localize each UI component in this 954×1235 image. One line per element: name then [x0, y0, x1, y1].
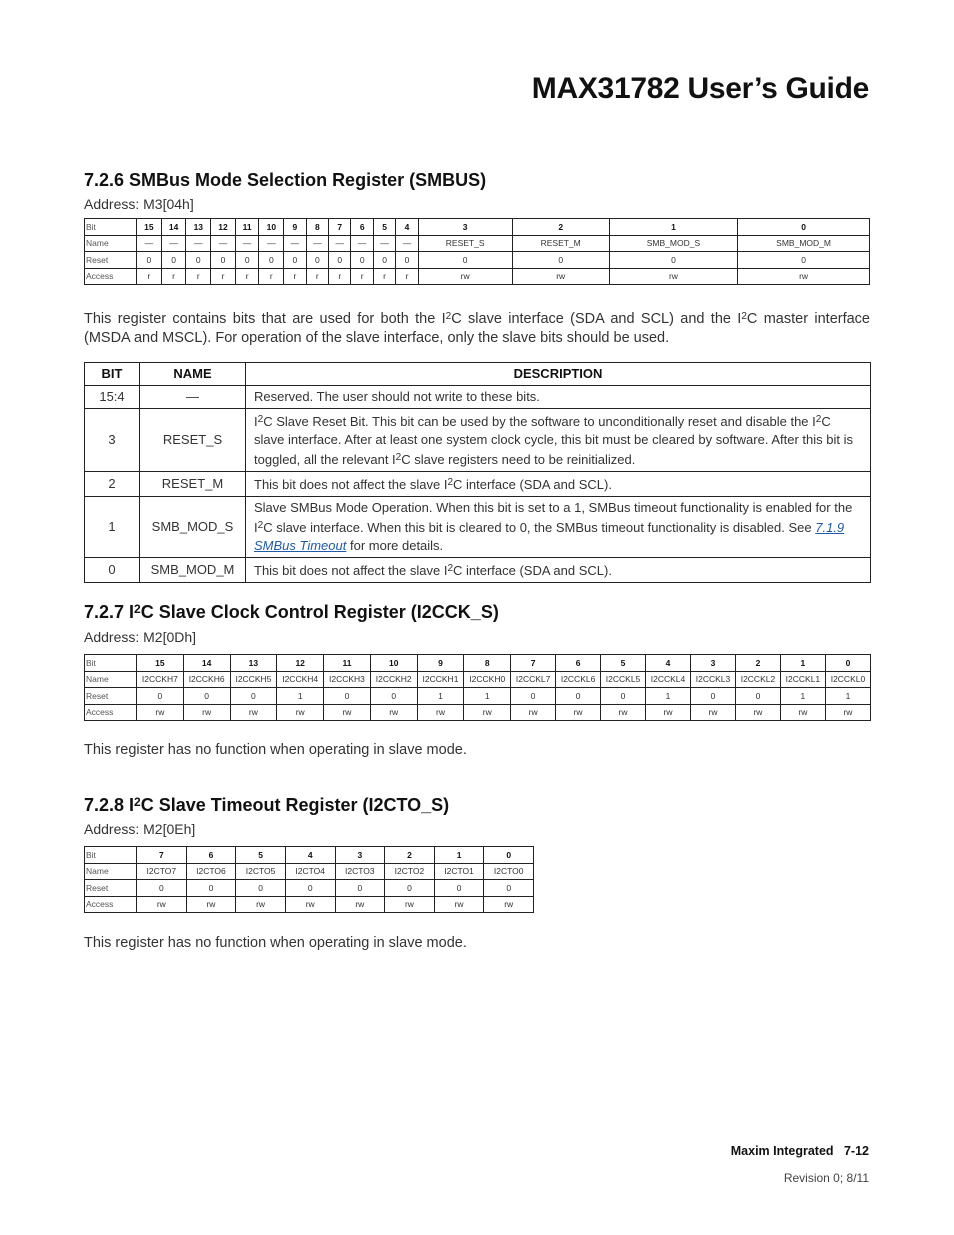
footer-brand-page: Maxim Integrated 7-12: [730, 1144, 869, 1158]
register-row-bit: [85, 219, 870, 236]
register-row-label: Reset: [85, 252, 137, 269]
register-cell: rw: [511, 704, 556, 721]
register-cell: 6: [556, 655, 601, 672]
register-cell: 7: [137, 847, 187, 864]
register-row-label: Access: [85, 896, 137, 913]
register-cell: rw: [464, 704, 511, 721]
register-cell: 0: [385, 880, 435, 897]
register-cell: r: [284, 268, 306, 285]
register-row-bit: [85, 847, 534, 864]
register-cell: 3: [691, 655, 736, 672]
register-cell: I2CCKL0: [825, 671, 870, 688]
register-cell: —: [373, 235, 395, 252]
register-cell: 0: [738, 252, 870, 269]
register-cell: rw: [556, 704, 601, 721]
register-row-access: [85, 704, 871, 721]
register-cell: I2CTO7: [137, 863, 187, 880]
desc-text: [246, 497, 871, 558]
register-cell: rw: [825, 704, 870, 721]
desc-row-15-4: [85, 386, 871, 409]
register-cell: rw: [646, 704, 691, 721]
register-cell: 0: [601, 688, 646, 705]
register-cell: 1: [825, 688, 870, 705]
register-cell: 0: [259, 252, 284, 269]
register-cell: 0: [324, 688, 371, 705]
desc-part: C slave interface. When this bit is cleared to 0, the SMBus timeout functionality is disabled. See: [263, 520, 816, 535]
register-row-bit: [85, 655, 871, 672]
register-cell: rw: [418, 268, 512, 285]
register-cell: I2CTO4: [285, 863, 335, 880]
register-cell: 0: [137, 880, 187, 897]
desc-header-name: NAME: [140, 363, 246, 386]
register-cell: —: [161, 235, 186, 252]
desc-part: C Slave Reset Bit. This bit can be used by the software to unconditionally reset and disable the I: [263, 414, 816, 429]
register-cell: —: [235, 235, 259, 252]
register-cell: I2CCKH2: [370, 671, 417, 688]
register-cell: rw: [335, 896, 385, 913]
register-cell: 10: [259, 219, 284, 236]
register-cell: 0: [351, 252, 373, 269]
desc-header-bit: BIT: [85, 363, 140, 386]
desc-sup: 2: [395, 452, 402, 463]
register-cell: 1: [780, 655, 825, 672]
register-cell: I2CCKH4: [277, 671, 324, 688]
register-cell: 3: [335, 847, 385, 864]
register-cell: 4: [285, 847, 335, 864]
register-cell: 2: [512, 219, 609, 236]
desc-part: C interface (SDA and SCL).: [453, 563, 612, 578]
register-row-label: Bit: [85, 655, 137, 672]
i2cto-address: Address: M2[0Eh]: [84, 821, 196, 837]
desc-row-2: [85, 472, 871, 497]
register-cell: r: [161, 268, 186, 285]
register-cell: SMB_MOD_S: [609, 235, 737, 252]
register-cell: 0: [137, 688, 184, 705]
register-row-name: [85, 235, 870, 252]
register-cell: 0: [396, 252, 418, 269]
register-row-label: Name: [85, 235, 137, 252]
register-cell: r: [259, 268, 284, 285]
register-cell: 5: [236, 847, 286, 864]
register-cell: 1: [277, 688, 324, 705]
section-heading-smbus: 7.2.6 SMBus Mode Selection Register (SMBUS): [84, 170, 487, 190]
desc-bit: 1: [85, 497, 140, 558]
register-cell: 0: [609, 252, 737, 269]
register-cell: 1: [417, 688, 464, 705]
register-cell: rw: [434, 896, 484, 913]
register-cell: I2CCKH1: [417, 671, 464, 688]
register-cell: 2: [735, 655, 780, 672]
desc-row-1: [85, 497, 871, 558]
register-cell: 0: [230, 688, 277, 705]
desc-name: SMB_MOD_M: [140, 558, 246, 583]
desc-part: This bit does not affect the slave I: [254, 477, 448, 492]
register-cell: rw: [137, 896, 187, 913]
smbus-description-paragraph: [84, 307, 870, 348]
para-text-2: C slave interface (SDA and SCL) and the I: [451, 311, 742, 327]
heading-part: 7.2.7 I: [84, 602, 135, 622]
register-cell: —: [284, 235, 306, 252]
register-cell: 0: [825, 655, 870, 672]
desc-part: This bit does not affect the slave I: [254, 563, 448, 578]
register-cell: 15: [137, 219, 162, 236]
desc-sup: 2: [257, 414, 264, 425]
register-row-label: Name: [85, 671, 137, 688]
register-cell: 0: [186, 880, 236, 897]
register-cell: 0: [137, 252, 162, 269]
register-cell: 0: [235, 252, 259, 269]
desc-sup: 2: [447, 563, 453, 574]
register-cell: 7: [329, 219, 351, 236]
desc-text: [246, 472, 871, 497]
register-cell: —: [186, 235, 211, 252]
register-cell: 9: [284, 219, 306, 236]
register-cell: r: [186, 268, 211, 285]
register-cell: 0: [284, 252, 306, 269]
register-cell: 11: [324, 655, 371, 672]
register-cell: 0: [556, 688, 601, 705]
smbus-address: Address: M3[04h]: [84, 196, 194, 212]
register-cell: 5: [373, 219, 395, 236]
smbus-bit-description-table: [84, 362, 871, 583]
register-cell: I2CTO0: [484, 863, 534, 880]
register-cell: 4: [396, 219, 418, 236]
register-cell: 2: [385, 847, 435, 864]
register-row-label: Access: [85, 704, 137, 721]
register-row-access: [85, 896, 534, 913]
register-cell: 11: [235, 219, 259, 236]
register-row-name: [85, 863, 534, 880]
i2cck-note: This register has no function when operating in slave mode.: [84, 742, 467, 758]
heading-sup: 2: [134, 795, 141, 809]
desc-part: C slave interface. After at least one system clock cycle, this bit must be cleared by software. After this bit is toggled, all the relevant I: [254, 414, 853, 467]
register-row-label: Access: [85, 268, 137, 285]
register-cell: r: [373, 268, 395, 285]
register-cell: RESET_M: [512, 235, 609, 252]
register-cell: r: [396, 268, 418, 285]
register-cell: 0: [484, 847, 534, 864]
desc-part: I: [254, 414, 258, 429]
desc-text: [246, 409, 871, 472]
register-cell: I2CCKL5: [601, 671, 646, 688]
register-cell: I2CCKH3: [324, 671, 371, 688]
desc-name: —: [140, 386, 246, 409]
register-cell: 12: [277, 655, 324, 672]
register-cell: rw: [738, 268, 870, 285]
register-cell: 0: [183, 688, 230, 705]
register-cell: 6: [351, 219, 373, 236]
desc-header-description: DESCRIPTION: [246, 363, 871, 386]
register-cell: rw: [370, 704, 417, 721]
register-cell: 0: [285, 880, 335, 897]
register-cell: rw: [236, 896, 286, 913]
register-cell: 0: [161, 252, 186, 269]
heading-sup: 2: [134, 602, 141, 616]
register-cell: I2CTO1: [434, 863, 484, 880]
register-row-label: Reset: [85, 880, 137, 897]
register-cell: rw: [137, 704, 184, 721]
register-cell: I2CCKL4: [646, 671, 691, 688]
register-cell: I2CCKH7: [137, 671, 184, 688]
register-cell: 0: [370, 688, 417, 705]
desc-text: Reserved. The user should not write to these bits.: [246, 386, 871, 409]
desc-header-row: [85, 363, 871, 386]
register-cell: rw: [324, 704, 371, 721]
register-cell: 0: [211, 252, 236, 269]
register-cell: 15: [137, 655, 184, 672]
desc-sup: 2: [257, 520, 264, 531]
register-row-reset: [85, 252, 870, 269]
desc-name: RESET_M: [140, 472, 246, 497]
register-cell: r: [211, 268, 236, 285]
register-cell: —: [259, 235, 284, 252]
register-row-access: [85, 268, 870, 285]
register-cell: 5: [601, 655, 646, 672]
register-cell: 13: [186, 219, 211, 236]
register-row-label: Name: [85, 863, 137, 880]
register-cell: 1: [780, 688, 825, 705]
register-cell: 12: [211, 219, 236, 236]
desc-part: for more details.: [346, 538, 444, 553]
heading-part: C Slave Clock Control Register (I2CCK_S): [140, 602, 499, 622]
register-cell: 0: [335, 880, 385, 897]
desc-part: Slave SMBus Mode Operation. When this bit is set to a 1, SMBus timeout functionality is enabled for the I: [254, 500, 853, 535]
desc-bit: 0: [85, 558, 140, 583]
register-cell: 1: [646, 688, 691, 705]
i2cto-register-table: [84, 846, 534, 913]
smbus-register-table: [84, 218, 870, 285]
para-text-3: C master interface (MSDA and MSCL). For operation of the slave interface, only the slave bits should be used.: [84, 311, 870, 346]
register-cell: I2CCKL7: [511, 671, 556, 688]
register-cell: I2CTO2: [385, 863, 435, 880]
register-cell: I2CCKL6: [556, 671, 601, 688]
register-cell: 10: [370, 655, 417, 672]
desc-name: RESET_S: [140, 409, 246, 472]
para-text-1: This register contains bits that are used for both the I: [84, 311, 446, 327]
register-cell: rw: [385, 896, 435, 913]
register-row-label: Bit: [85, 219, 137, 236]
register-cell: r: [329, 268, 351, 285]
desc-bit: 2: [85, 472, 140, 497]
register-cell: 0: [738, 219, 870, 236]
register-cell: rw: [512, 268, 609, 285]
register-cell: 14: [161, 219, 186, 236]
register-cell: 0: [186, 252, 211, 269]
register-cell: 0: [418, 252, 512, 269]
desc-bit: 15:4: [85, 386, 140, 409]
smbus-timeout-link[interactable]: 7.1.9 SMBus Timeout: [254, 520, 845, 553]
register-cell: 0: [511, 688, 556, 705]
register-cell: 3: [418, 219, 512, 236]
register-cell: rw: [609, 268, 737, 285]
register-cell: 0: [512, 252, 609, 269]
register-row-reset: [85, 880, 534, 897]
register-cell: I2CTO3: [335, 863, 385, 880]
para-sup-2: 2: [741, 311, 747, 322]
register-row-label: Bit: [85, 847, 137, 864]
section-heading-i2cck: [84, 602, 499, 623]
register-cell: 7: [511, 655, 556, 672]
register-cell: rw: [735, 704, 780, 721]
document-title: MAX31782 User’s Guide: [531, 72, 869, 105]
register-cell: I2CCKL3: [691, 671, 736, 688]
register-cell: rw: [691, 704, 736, 721]
register-cell: —: [306, 235, 328, 252]
register-cell: 4: [646, 655, 691, 672]
register-cell: 8: [464, 655, 511, 672]
desc-row-3: [85, 409, 871, 472]
heading-part: C Slave Timeout Register (I2CTO_S): [140, 795, 450, 815]
register-cell: —: [137, 235, 162, 252]
register-cell: 8: [306, 219, 328, 236]
register-cell: I2CCKH6: [183, 671, 230, 688]
register-cell: 1: [464, 688, 511, 705]
register-cell: 9: [417, 655, 464, 672]
register-cell: rw: [183, 704, 230, 721]
i2cto-note: This register has no function when operating in slave mode.: [84, 935, 467, 951]
register-cell: 14: [183, 655, 230, 672]
register-cell: 0: [373, 252, 395, 269]
register-cell: —: [396, 235, 418, 252]
register-cell: r: [351, 268, 373, 285]
desc-text: [246, 558, 871, 583]
register-cell: r: [137, 268, 162, 285]
register-cell: 0: [735, 688, 780, 705]
desc-name: SMB_MOD_S: [140, 497, 246, 558]
desc-row-0: [85, 558, 871, 583]
desc-sup: 2: [447, 477, 453, 488]
register-cell: 6: [186, 847, 236, 864]
register-cell: 1: [434, 847, 484, 864]
register-cell: I2CTO6: [186, 863, 236, 880]
register-cell: r: [306, 268, 328, 285]
register-cell: 0: [329, 252, 351, 269]
register-cell: 0: [236, 880, 286, 897]
desc-sup: 2: [815, 414, 822, 425]
i2cck-address: Address: M2[0Dh]: [84, 629, 197, 645]
register-cell: rw: [601, 704, 646, 721]
register-cell: —: [211, 235, 236, 252]
footer-revision: Revision 0; 8/11: [783, 1171, 869, 1185]
register-cell: I2CTO5: [236, 863, 286, 880]
desc-part: C slave registers need to be reinitialized.: [401, 452, 636, 467]
register-cell: 13: [230, 655, 277, 672]
register-cell: I2CCKL2: [735, 671, 780, 688]
register-cell: —: [329, 235, 351, 252]
register-cell: 0: [484, 880, 534, 897]
register-cell: rw: [277, 704, 324, 721]
register-cell: 0: [434, 880, 484, 897]
register-cell: 0: [691, 688, 736, 705]
desc-part: C interface (SDA and SCL).: [453, 477, 612, 492]
para-sup-1: 2: [445, 311, 452, 322]
heading-part: 7.2.8 I: [84, 795, 135, 815]
register-cell: rw: [186, 896, 236, 913]
register-cell: rw: [780, 704, 825, 721]
register-cell: I2CCKH0: [464, 671, 511, 688]
register-cell: I2CCKL1: [780, 671, 825, 688]
register-cell: r: [235, 268, 259, 285]
register-row-name: [85, 671, 871, 688]
register-cell: 1: [609, 219, 737, 236]
register-row-reset: [85, 688, 871, 705]
register-cell: rw: [484, 896, 534, 913]
register-cell: RESET_S: [418, 235, 512, 252]
register-cell: rw: [230, 704, 277, 721]
register-cell: SMB_MOD_M: [738, 235, 870, 252]
register-cell: rw: [417, 704, 464, 721]
register-cell: I2CCKH5: [230, 671, 277, 688]
register-row-label: Reset: [85, 688, 137, 705]
register-cell: rw: [285, 896, 335, 913]
section-heading-i2cto: [84, 795, 449, 816]
i2cck-register-table: [84, 654, 871, 721]
desc-bit: 3: [85, 409, 140, 472]
register-cell: 0: [306, 252, 328, 269]
register-cell: —: [351, 235, 373, 252]
